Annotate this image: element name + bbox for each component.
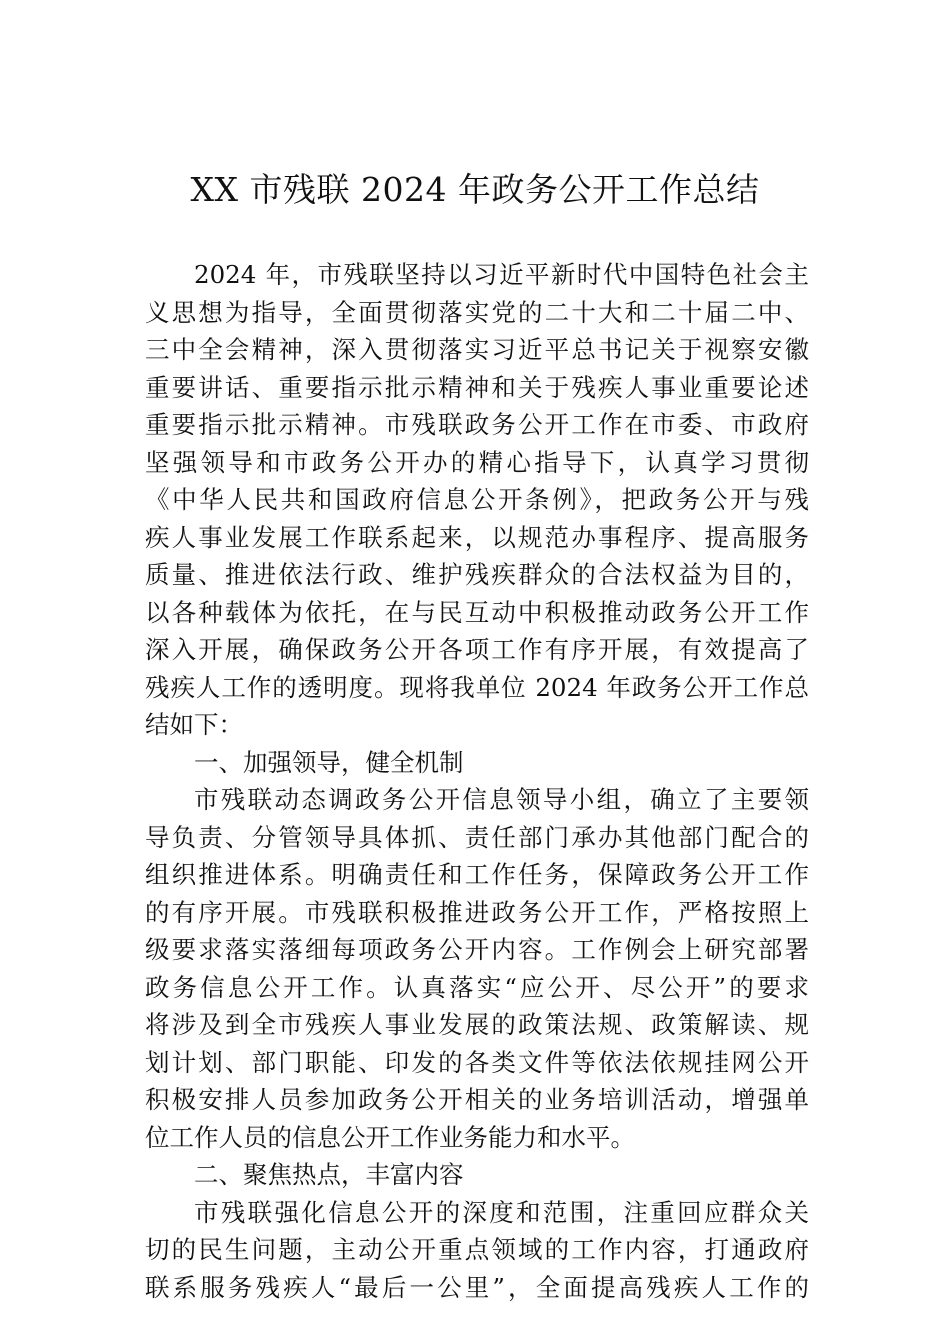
paragraph-line: 质量、推进依法行政、维护残疾群众的合法权益为目的，: [145, 560, 809, 589]
paragraph-line: 的有序开展。市残联积极推进政务公开工作，严格按照上: [145, 897, 809, 927]
paragraph-line: 导负责、分管领导具体抓、责任部门承办其他部门配合的: [145, 822, 809, 852]
paragraph-line: 切的民生问题，主动公开重点领域的工作内容，打通政府: [145, 1235, 809, 1264]
paragraph-line: 义思想为指导，全面贯彻落实党的二十大和二十届二中、: [145, 297, 809, 327]
paragraph-line: 2024 年，市残联坚持以习近平新时代中国特色社会主: [194, 260, 809, 289]
paragraph-line: 疾人事业发展工作联系起来，以规范办事程序、提高服务: [145, 522, 809, 552]
paragraph-line: 结如下：: [145, 710, 243, 739]
paragraph-line: 政务信息公开工作。认真落实“应公开、尽公开”的要求: [145, 972, 809, 1002]
paragraph-line: 划计划、部门职能、印发的各类文件等依法依规挂网公开: [145, 1047, 809, 1077]
paragraph-line: 市残联动态调政务公开信息领导小组，确立了主要领: [194, 785, 809, 814]
paragraph-line: 以各种载体为依托，在与民互动中积极推动政务公开工作: [145, 597, 809, 627]
paragraph-line: 市残联强化信息公开的深度和范围，注重回应群众关: [194, 1197, 809, 1227]
paragraph-line: 将涉及到全市残疾人事业发展的政策法规、政策解读、规: [145, 1010, 809, 1039]
document-body: [145, 256, 809, 1306]
paragraph-line: 积极安排人员参加政务公开相关的业务培训活动，增强单: [145, 1085, 809, 1114]
paragraph-line: 级要求落实落细每项政务公开内容。工作例会上研究部署: [145, 935, 809, 964]
paragraph-line: 位工作人员的信息公开工作业务能力和水平。: [145, 1122, 635, 1152]
document-title: XX 市残联 2024 年政务公开工作总结: [190, 170, 760, 209]
paragraph-line: 残疾人工作的透明度。现将我单位 2024 年政务公开工作总: [145, 672, 809, 702]
paragraph-line: 组织推进体系。明确责任和工作任务，保障政务公开工作: [145, 860, 809, 889]
paragraph-line: 联系服务残疾人“最后一公里”，全面提高残疾人工作的: [145, 1272, 809, 1302]
section-heading: 二、聚焦热点，丰富内容: [194, 1160, 464, 1189]
paragraph-line: 三中全会精神，深入贯彻落实习近平总书记关于视察安徽: [145, 335, 809, 364]
section-heading: 一、加强领导，健全机制: [194, 747, 464, 777]
paragraph-line: 《中华人民共和国政府信息公开条例》，把政务公开与残: [145, 485, 809, 514]
paragraph-line: 坚强领导和市政务公开办的精心指导下，认真学习贯彻: [145, 447, 809, 477]
paragraph-line: 深入开展，确保政务公开各项工作有序开展，有效提高了: [145, 635, 809, 664]
paragraph-line: 重要讲话、重要指示批示精神和关于残疾人事业重要论述: [145, 372, 809, 402]
paragraph-line: 重要指示批示精神。市残联政务公开工作在市委、市政府: [145, 410, 809, 439]
